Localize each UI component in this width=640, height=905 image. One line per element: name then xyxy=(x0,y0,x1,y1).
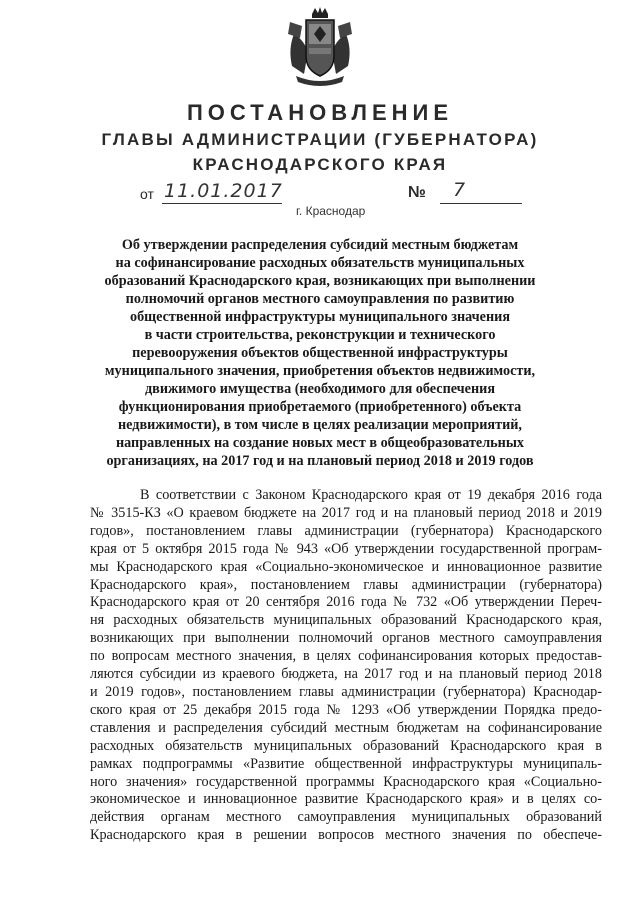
body-line: экономическое и инновационное развитие Краснодарского края» и в целях со- xyxy=(90,791,602,808)
body-line: Краснодарского края от 20 сентября 2016 года № 732 «Об утверждении Переч- xyxy=(90,594,602,611)
title-line: Об утверждении распределения субсидий местным бюджетам xyxy=(121,237,519,253)
title-line: полномочий органов местного самоуправления по развитию xyxy=(125,291,515,307)
body-line: мы Краснодарского края «Социально-экономическое и инновационное развитие xyxy=(90,558,602,575)
title-line: недвижимости), в том числе в целях реализации мероприятий, xyxy=(118,417,522,433)
number-underline xyxy=(440,203,522,204)
title-line: движимого имущества (необходимого для обеспечения xyxy=(144,381,496,397)
handwritten-date: 11.01.2017 xyxy=(164,180,283,202)
title-line: направленных на создание новых мест в общеобразовательных xyxy=(115,435,525,451)
body-line: Краснодарского края в решении вопросов местного значения по обеспече- xyxy=(90,827,602,844)
title-line: образований Краснодарского края, возникающих при выполнении xyxy=(104,273,536,289)
document-body xyxy=(90,487,602,845)
body-line: по вопросам местного значения, в целях софинансирования которых предостав- xyxy=(90,648,602,665)
body-line: В соответствии с Законом Краснодарского края от 19 декабря 2016 года xyxy=(140,487,602,503)
city-label: г. Краснодар xyxy=(296,204,366,218)
coat-of-arms-emblem xyxy=(282,4,358,88)
body-line: ского края от 25 декабря 2015 года № 1293 «Об утверждении Порядка предо- xyxy=(90,701,602,718)
body-line: ставления и распределения субсидий местным бюджетам на софинансирование xyxy=(90,719,602,736)
body-line: ляются субсидии из краевого бюджета, на 2017 год и на плановый период 2018 xyxy=(90,666,602,683)
body-line: и 2019 годов», постановлением главы администрации (губернатора) Краснодар- xyxy=(90,683,602,700)
body-line: Краснодарского края», постановлением главы администрации (губернатора) xyxy=(90,576,602,593)
title-line: организациях, на 2017 год и на плановый период 2018 и 2019 годов xyxy=(106,453,534,469)
body-line: возникающих при выполнении полномочий органов местного самоуправления xyxy=(90,630,602,647)
issuer-heading-line2: КРАСНОДАРСКОГО КРАЯ xyxy=(192,155,448,174)
document-type-heading: ПОСТАНОВЛЕНИЕ xyxy=(186,100,454,125)
issuer-heading-line1: ГЛАВЫ АДМИНИСТРАЦИИ (ГУБЕРНАТОРА) xyxy=(101,130,539,149)
title-line: в части строительства, реконструкции и технического xyxy=(144,327,496,343)
body-line: № 3515-КЗ «О краевом бюджете на 2017 год и на плановый период 2018 и 2019 xyxy=(90,504,602,521)
body-line: расходных обязательств муниципальных образований Краснодарского края в xyxy=(90,737,602,754)
body-line: ня расходных обязательств муниципальных образований Краснодарского края, xyxy=(90,612,602,629)
title-line: на софинансирование расходных обязательств муниципальных xyxy=(115,255,525,271)
date-underline xyxy=(162,203,282,204)
handwritten-number: 7 xyxy=(453,179,466,201)
title-line: муниципального значения, приобретения объектов недвижимости, xyxy=(104,363,536,379)
number-label: № xyxy=(408,184,426,201)
title-line: функционирования приобретаемого (приобретенного) объекта xyxy=(118,399,522,415)
body-line: края от 5 октября 2015 года № 943 «Об утверждении государственной програм- xyxy=(90,540,602,557)
body-line: действия органам местного самоуправления муниципальных образований xyxy=(90,809,602,826)
title-line: общественной инфраструктуры муниципального значения xyxy=(129,309,510,325)
body-line: годов», постановлением главы администрации (губернатора) Краснодарского xyxy=(90,522,602,539)
body-line: ного значения» государственной программы Краснодарского края «Социально- xyxy=(90,773,602,790)
title-line: перевооружения объектов общественной инфраструктуры xyxy=(132,345,508,361)
date-label: от xyxy=(140,186,154,202)
document-title xyxy=(95,236,545,470)
body-line: рамках подпрограммы «Развитие общественной инфраструктуры муниципаль- xyxy=(90,755,602,772)
